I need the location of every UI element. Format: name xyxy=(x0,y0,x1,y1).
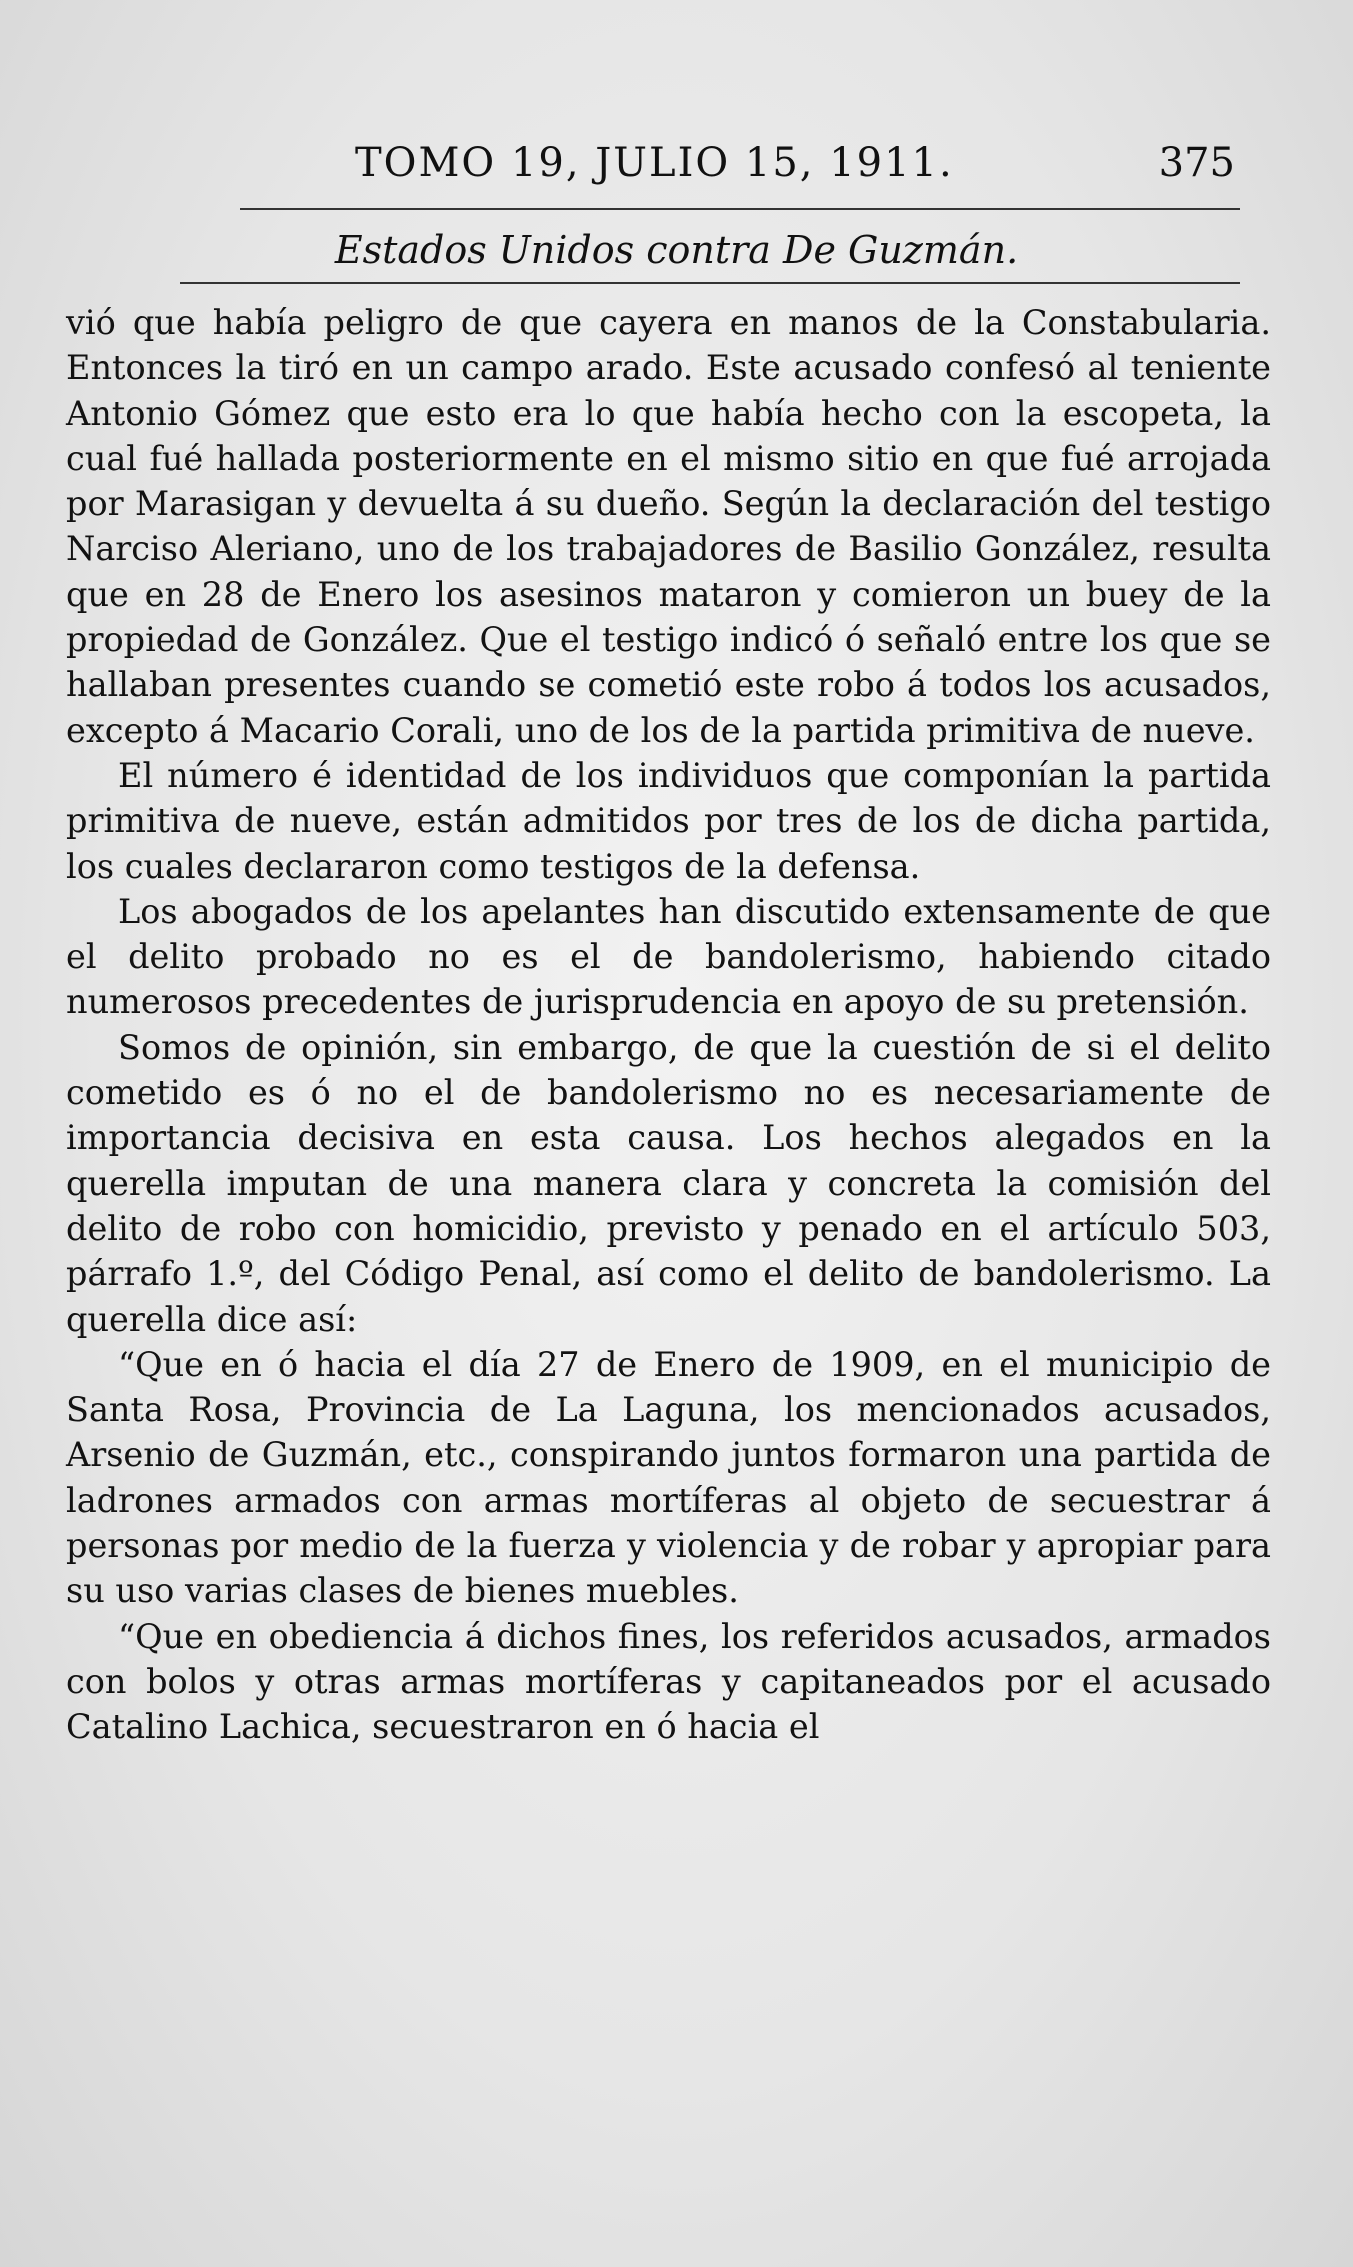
paragraph: El número é identidad de los individuos que componían la partida primitiva de nueve, están admitidos por tres de los de dicha partida, los cuales declararon como testigos de la defensa. xyxy=(66,755,1271,886)
body-text xyxy=(66,300,1271,1750)
paragraph-continuation: vió que había peligro de que cayera en manos de la Constabularia. Entonces la tiró en un campo arado. Este acusado confesó al teniente Antonio Gómez que esto era lo que había hecho con la escopeta, la cual fué hallada posteriormente en el mismo sitio en que fué arrojada por Marasigan y devuelta á su dueño. Según la declaración del testigo Narciso Aleriano, uno de los trabajadores de Basilio González, resulta que en 28 de Enero los asesinos mataron y comieron un buey de la propiedad de González. Que el testigo indicó ó señaló entre los que se hallaban presentes cuando se cometió este robo á todos los acusados, excepto á Macario Corali, uno de los de la partida primitiva de nueve. xyxy=(66,303,1271,750)
paragraph: Somos de opinión, sin embargo, de que la cuestión de si el delito cometido es ó no el de bandolerismo no es necesariamente de importancia decisiva en esta causa. Los hechos alegados en la querella imputan de una manera clara y concreta la comisión del delito de robo con homicidio, previsto y penado en el artículo 503, párrafo 1.º, del Código Penal, así como el delito de bandolerismo. La querella dice así: xyxy=(66,1027,1271,1339)
header-rule-bottom xyxy=(180,282,1240,284)
page-number: 375 xyxy=(1158,140,1235,186)
page-header xyxy=(355,140,1235,200)
quoted-paragraph: “Que en obediencia á dichos fines, los referidos acusados, armados con bolos y otras armas mortíferas y capitaneados por el acusado Catalino Lachica, secuestraron en ó hacia el xyxy=(66,1616,1271,1747)
header-rule-top xyxy=(240,208,1240,210)
running-head: TOMO 19, JULIO 15, 1911. xyxy=(355,140,954,186)
paragraph: Los abogados de los apelantes han discutido extensamente de que el delito probado no es el de bandolerismo, habiendo citado numerosos precedentes de jurisprudencia en apoyo de su pretensión. xyxy=(66,891,1271,1022)
quoted-paragraph: “Que en ó hacia el día 27 de Enero de 1909, en el municipio de Santa Rosa, Provincia de La Laguna, los mencionados acusados, Arsenio de Guzmán, etc., conspirando juntos formaron una partida de ladrones armados con armas mortíferas al objeto de secuestrar á personas por medio de la fuerza y violencia y de robar y apropiar para su uso varias clases de bienes muebles. xyxy=(66,1344,1271,1611)
case-title: Estados Unidos contra De Guzmán. xyxy=(334,228,1019,272)
